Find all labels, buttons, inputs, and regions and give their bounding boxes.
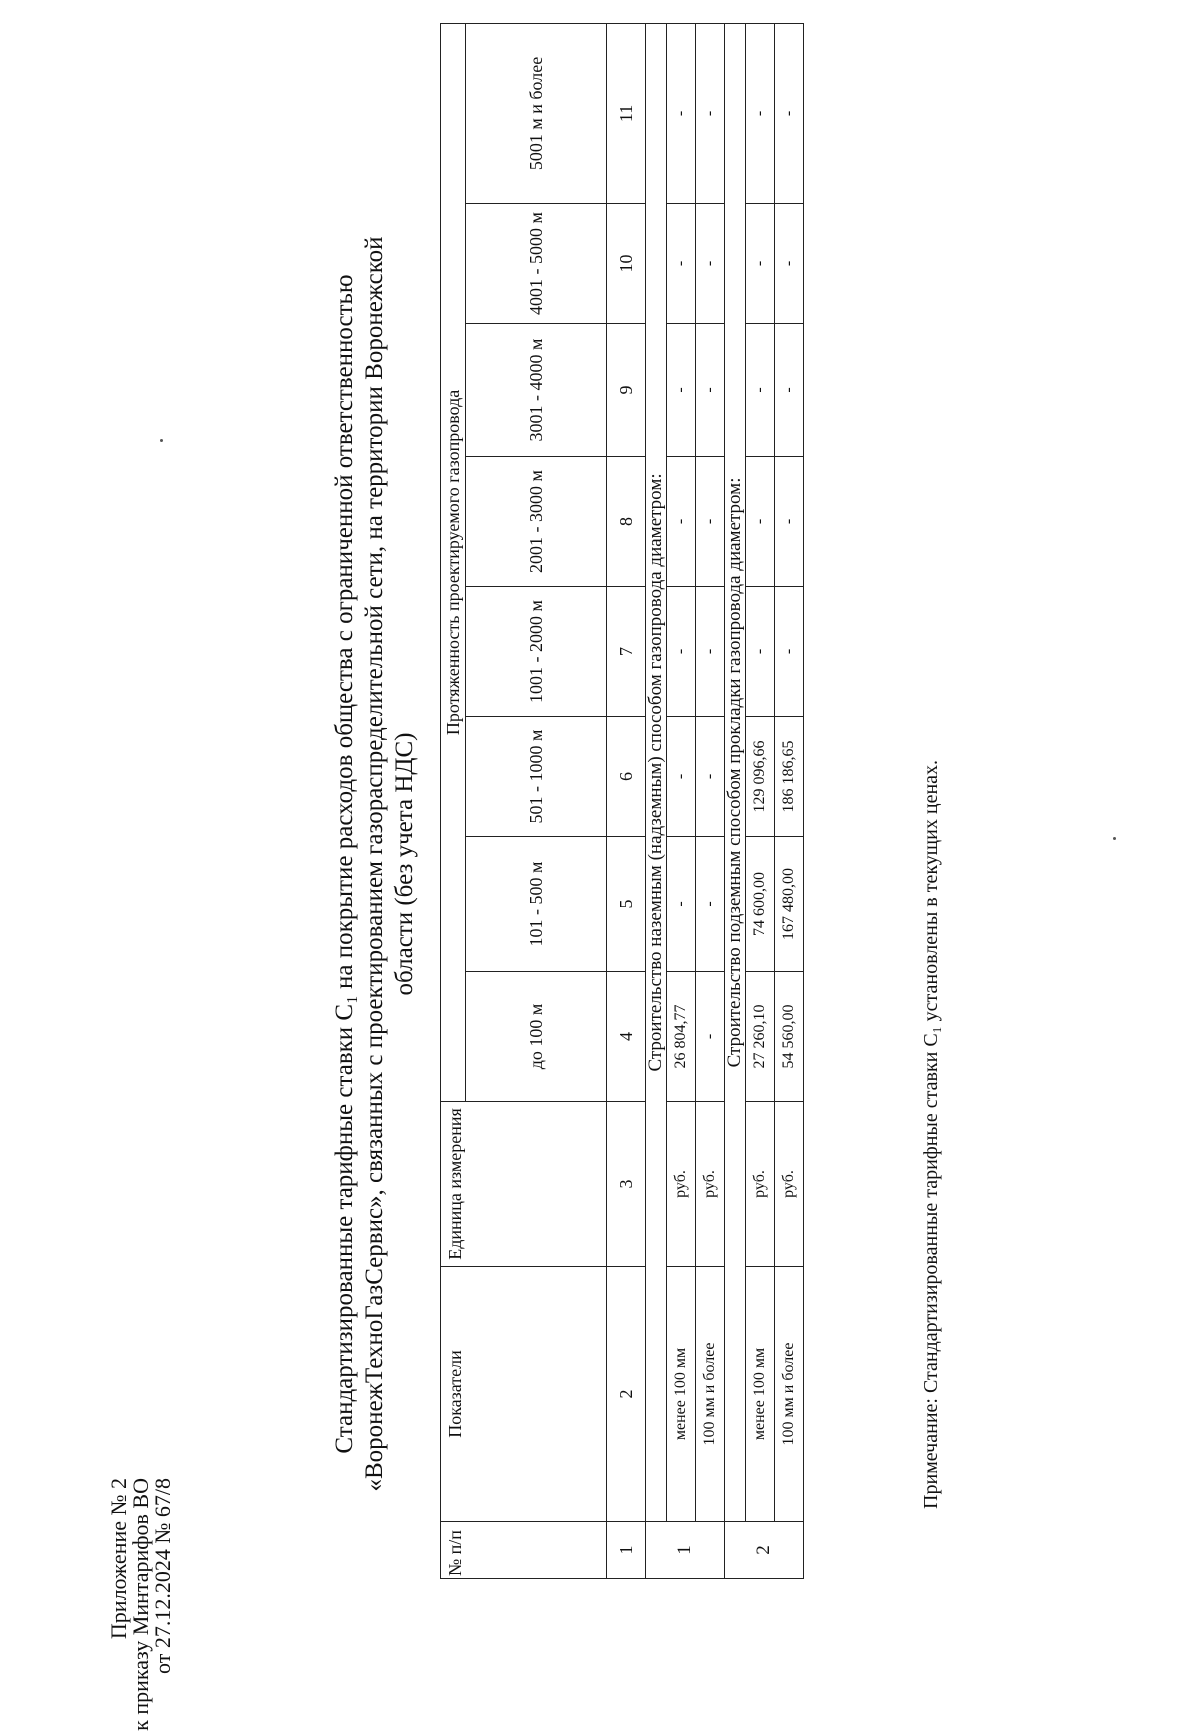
title-line-3: области (без учета НДС) [391,732,418,996]
cell-value: - [746,324,775,457]
table-row [696,23,725,1578]
title-line-1: Стандартизированные тарифные ставки С₁ на покрытие расходов общества с ограниченной ответственностью [331,274,358,1454]
note-text: Примечание: Стандартизированные тарифные ставки С₁ установлены в текущих ценах. [920,759,942,1509]
tariff-table [440,23,804,1579]
header-num: № п/п [441,1522,607,1579]
section-title: Строительство наземным (надземным) способом газопровода диаметром: [646,23,667,1521]
table-row [775,23,804,1578]
header-range: 501 - 1000 м [466,717,607,837]
cell-value: - [696,324,725,457]
cell-value: - [696,837,725,972]
cell-value: - [775,457,804,587]
col-number: 2 [607,1267,646,1522]
cell-value: 27 260,10 [746,972,775,1102]
col-number: 3 [607,1102,646,1267]
col-number: 11 [607,23,646,203]
row-unit: руб. [775,1102,804,1267]
cell-value: - [696,23,725,203]
scan-speck [160,439,163,442]
cell-value: 167 480,00 [775,837,804,972]
table-row [667,23,696,1578]
cell-value: - [696,457,725,587]
header-range: до 100 м [466,972,607,1102]
appendix-order: к приказу Минтарифов ВО [128,1478,153,1731]
col-number: 8 [607,457,646,587]
table-row [746,23,775,1578]
col-number: 6 [607,717,646,837]
col-number: 9 [607,324,646,457]
cell-value: 26 804,77 [667,972,696,1102]
header-length-group: Протяженность проектируемого газопровода [441,23,466,1101]
cell-value: - [746,23,775,203]
header-range: 5001 м и более [466,23,607,203]
col-number: 1 [607,1522,646,1579]
col-number: 4 [607,972,646,1102]
cell-value: - [667,717,696,837]
row-unit: руб. [696,1102,725,1267]
section-header-row [646,23,667,1578]
row-indicator: менее 100 мм [667,1267,696,1522]
header-range: 2001 - 3000 м [466,457,607,587]
document-title [330,164,420,1564]
cell-value: - [667,204,696,324]
header-indicator: Показатели [441,1267,607,1522]
header-range: 3001 - 4000 м [466,324,607,457]
row-unit: руб. [746,1102,775,1267]
header-range: 1001 - 2000 м [466,587,607,717]
cell-value: 186 186,65 [775,717,804,837]
appendix-number: Приложение № 2 [106,1478,131,1640]
cell-value: - [696,587,725,717]
header-range: 101 - 500 м [466,837,607,972]
col-number: 5 [607,837,646,972]
section-header-row [725,23,746,1578]
column-number-row [607,23,646,1578]
row-unit: руб. [667,1102,696,1267]
cell-value: - [667,457,696,587]
col-number: 10 [607,204,646,324]
cell-value: - [746,587,775,717]
section-num: 2 [725,1522,804,1579]
header-range: 4001 - 5000 м [466,204,607,324]
cell-value: - [667,23,696,203]
cell-value: - [775,324,804,457]
cell-value: - [667,837,696,972]
cell-value: - [746,457,775,587]
cell-value: - [775,587,804,717]
cell-value: - [746,204,775,324]
cell-value: 129 096,66 [746,717,775,837]
header-row-1 [441,23,466,1578]
cell-value: - [667,587,696,717]
row-indicator: 100 мм и более [775,1267,804,1522]
cell-value: - [667,324,696,457]
header-unit: Единица измерения [441,1102,607,1267]
appendix-date: от 27.12.2024 № 67/8 [150,1478,175,1674]
cell-value: - [696,972,725,1102]
cell-value: - [775,204,804,324]
cell-value: 74 600,00 [746,837,775,972]
row-indicator: менее 100 мм [746,1267,775,1522]
title-line-2: «ВоронежТехноГазСервис», связанных с проектированием газораспределительной сети, на территории Воронежской [361,236,388,1492]
row-indicator: 100 мм и более [696,1267,725,1522]
cell-value: 54 560,00 [775,972,804,1102]
section-title: Строительство подземным способом прокладки газопровода диаметром: [725,23,746,1521]
section-num: 1 [646,1522,725,1579]
cell-value: - [696,717,725,837]
cell-value: - [696,204,725,324]
cell-value: - [775,23,804,203]
scan-speck [1113,837,1116,840]
col-number: 7 [607,587,646,717]
